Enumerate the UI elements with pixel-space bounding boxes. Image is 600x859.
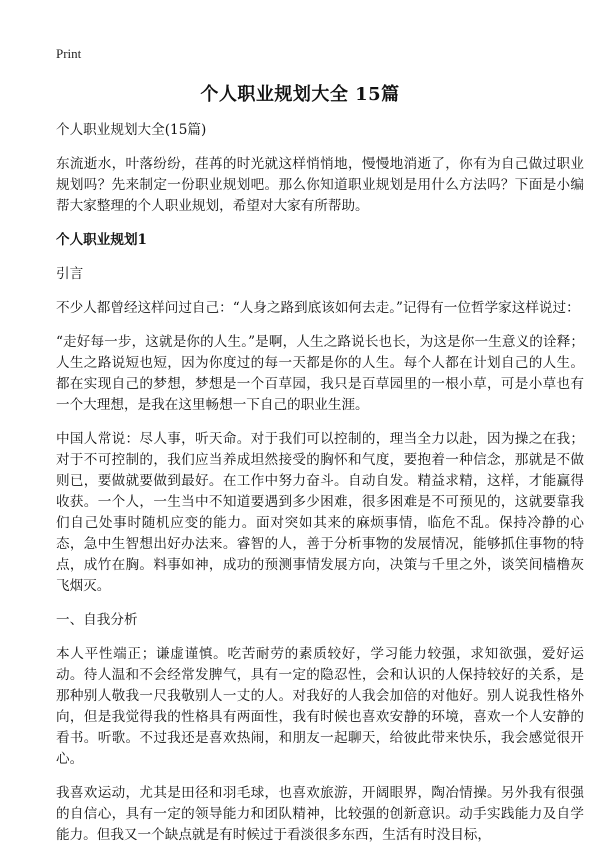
paragraph-3: 中国人常说：尽人事，听天命。对于我们可以控制的，理当全力以赴，因为操之在我；对于不可控制的，我们应当养成坦然接受的胸怀和气度，要抱着一种信念，那就是不做则已，要做就要做到最好。在工作中努力奋斗。自动自发。精益求精，这样，才能赢得收获。一个人，一生当中不知道要遇到多少困难，很多困难是不可预见的，这就要靠我们自己处事时随机应变的能力。面对突如其来的麻烦事情，临危不乱。保持冷静的心态，急中生智想出好办法来。睿智的人，善于分析事物的发展情况，能够抓住事物的特点，成竹在胸。料事如神，成功的预测事情发展方向，决策与千里之外，谈笑间樯橹灰飞烟灭。 [56, 431, 584, 594]
print-link[interactable]: Print [56, 46, 82, 61]
document-subtitle: 个人职业规划大全(15篇) [56, 122, 207, 138]
intro-paragraph: 东流逝水，叶落纷纷，荏苒的时光就这样悄悄地，慢慢地消逝了，你有为自己做过职业规划吗？先来制定一份职业规划吧。那么你知道职业规划是用什么方法吗？下面是小编帮大家整理的个人职业规划，希望对大家有所帮助。 [56, 156, 584, 214]
section-heading-1: 个人职业规划1 [56, 232, 148, 248]
document-title: 个人职业规划大全 15篇 [200, 84, 400, 105]
paragraph-5: 我喜欢运动，尤其是田径和羽毛球，也喜欢旅游，开阔眼界，陶冶情操。另外我有很强的自信心，具有一定的领导能力和团队精神，比较强的创新意识。动手实践能力及自学能力。但我又一个缺点就是有时候过于看淡很多东西，生活有时没目标， [56, 785, 584, 843]
paragraph-2: “走好每一步，这就是你的人生。”是啊，人生之路说长也长，为这是你一生意义的诠释；人生之路说短也短，因为你度过的每一天都是你的人生。每个人都在计划自己的人生。都在实现自己的梦想，梦想是一个百草园，我只是百草园里的一根小草，可是小草也有一个大理想，是我在这里畅想一下自己的职业生涯。 [56, 334, 584, 413]
heading-introduction: 引言 [56, 266, 84, 282]
document-body [56, 120, 584, 859]
heading-self-analysis: 一、自我分析 [56, 612, 138, 628]
paragraph-4: 本人平性端正；谦虚谨慎。吃苦耐劳的素质较好，学习能力较强，求知欲强，爱好运动。待人温和不会经常发脾气，具有一定的隐忍性，会和认识的人保持较好的关系，是那种别人敬我一尺我敬别人一丈的人。对我好的人我会加倍的对他好。别人说我性格外向，但是我觉得我的性格具有两面性，我有时候也喜欢安静的环境，喜欢一个人安静的看书。听歌。不过我还是喜欢热闹，和朋友一起聊天，给彼此带来快乐，我会感觉很开心。 [56, 646, 584, 767]
paragraph-1: 不少人都曾经这样问过自己：“人身之路到底该如何去走。”记得有一位哲学家这样说过： [56, 300, 580, 316]
